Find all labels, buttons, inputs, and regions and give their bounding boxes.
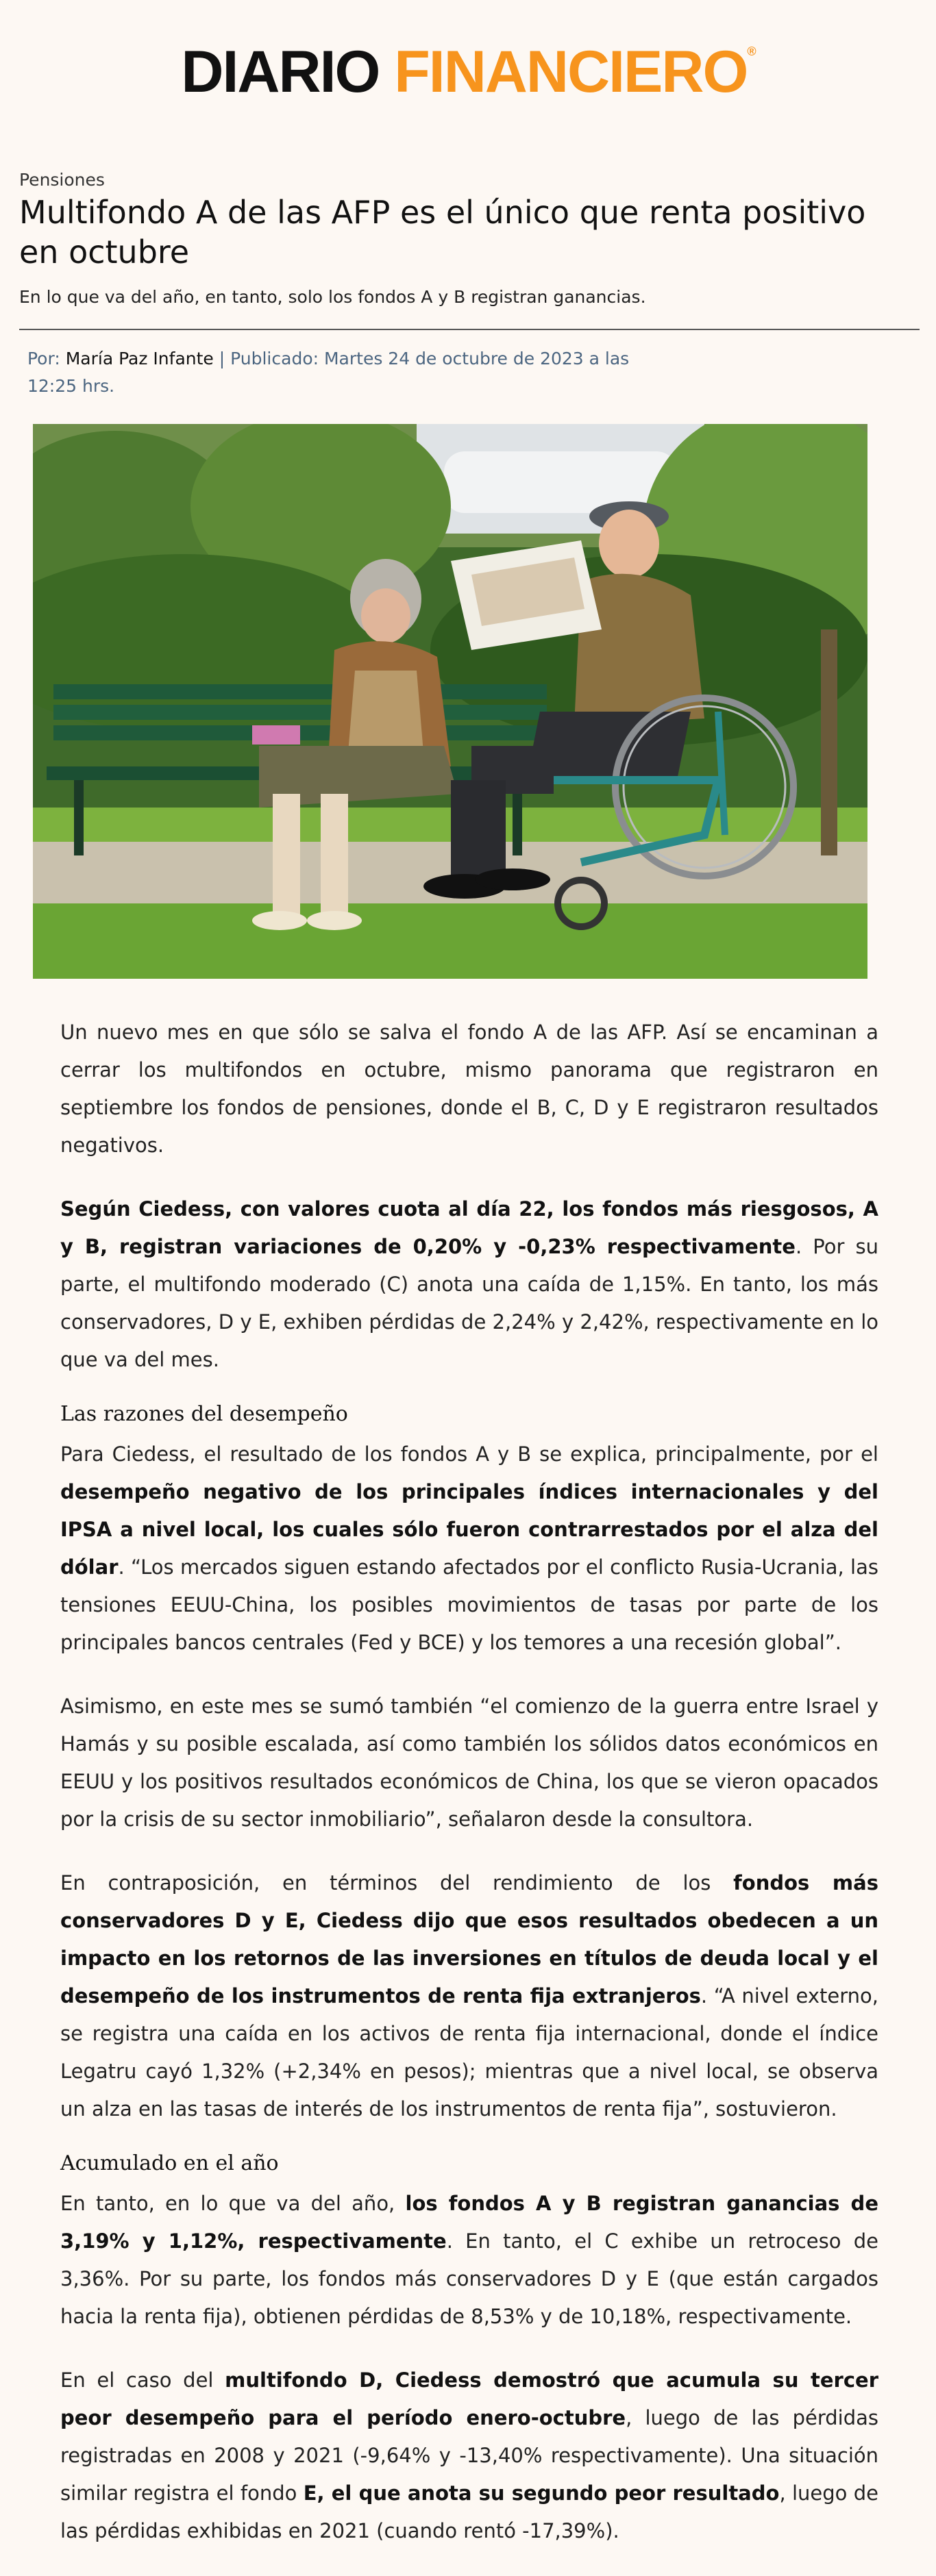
byline [19, 345, 637, 400]
paragraph: Un nuevo mes en que sólo se salva el fondo A de las AFP. Así se encaminan a cerrar los multifondos en octubre, mismo panorama que registraron en septiembre los fondos de pensiones, donde el B, C, D y E registraron resultados negativos. [60, 1021, 878, 1157]
text: . En tanto, el C exhibe un retroceso de 3,36%. Por su parte, los fondos más conservadores D y E (que están cargados hacia la renta fija), obtienen pérdidas de 8,53% y de 10,18%, respectivamente. [60, 2229, 878, 2328]
subheading: Las razones del desempeño [60, 1402, 348, 1426]
paragraph [60, 1190, 878, 1379]
text: Para Ciedess, el resultado de los fondos A y B se explica, principalmente, por el [60, 1442, 878, 1466]
registered-mark: ® [747, 45, 755, 58]
article-body [60, 1014, 878, 2576]
site-logo[interactable] [181, 39, 755, 105]
subheading: Acumulado en el año [60, 2151, 279, 2175]
bold-text: Según Ciedess, con valores cuota al día 22, los fondos más riesgosos, A y B, registran variaciones de 0,20% y -0,23% respectivamente [60, 1197, 878, 1258]
paragraph [60, 1436, 878, 1662]
text: En contraposición, en términos del rendimiento de los [60, 1871, 734, 1895]
logo-word-financiero: FINANCIERO [394, 39, 748, 105]
byline-by-label: Por: [27, 349, 60, 368]
bold-text: los fondos A y B registran ganancias de 3,19% y 1,12%, respectivamente [60, 2192, 878, 2253]
article-header [0, 170, 936, 400]
paragraph [60, 2362, 878, 2550]
bold-text: multifondo D, Ciedess demostró que acumula su tercer peor desempeño para el período enero-octubre [60, 2368, 878, 2429]
byline-separator: | [219, 349, 225, 368]
byline-author[interactable]: María Paz Infante [65, 349, 214, 368]
bold-text: fondos más conservadores D y E, Ciedess dijo que esos resultados obedecen a un impacto en los retornos de las inversiones en títulos de deuda local y el desempeño de los instrumentos de renta fija extranjeros [60, 1871, 878, 2008]
section-label[interactable]: Pensiones [19, 170, 105, 190]
article-photo [33, 424, 867, 979]
text: En el caso del [60, 2368, 225, 2392]
header-divider [19, 329, 920, 330]
logo-word-diario: DIARIO [181, 39, 380, 105]
text: . “A nivel externo, se registra una caída en los activos de renta fija internacional, donde el índice Legatru cayó 1,32% (+2,34% en pesos); mientras que a nivel local, se observa un alza en las tasas de interés de los instrumentos de renta fija”, sostuvieron. [60, 1984, 878, 2121]
paragraph [60, 2185, 878, 2336]
text: . Por su parte, el multifondo moderado (C) anota una caída de 1,15%. En tanto, los más conservadores, D y E, exhiben pérdidas de 2,24% y 2,42%, respectivamente en lo que va del mes. [60, 1235, 879, 1371]
paragraph: Asimismo, en este mes se sumó también “el comienzo de la guerra entre Israel y Hamás y su posible escalada, así como también los sólidos datos económicos en EEUU y los positivos resultados económicos de China, los que se vieron opacados por la crisis de su sector inmobiliario”, señalaron desde la consultora. [60, 1695, 878, 1831]
bold-text: E, el que anota su segundo peor resultado [303, 2481, 780, 2505]
text: , luego de las pérdidas registradas en 2008 y 2021 (-9,64% y -13,40% respectivamente). Una situación similar registra el fondo [60, 2406, 879, 2505]
text: . “Los mercados siguen estando afectados por el conflicto Rusia-Ucrania, las tensiones EEUU-China, los posibles movimientos de tasas por parte de los principales bancos centrales (Fed y BCE) y los temores a una recesión global”. [60, 1555, 878, 1654]
paragraph [60, 1864, 878, 2128]
byline-published: Publicado: Martes 24 de octubre de 2023 a las 12:25 hrs. [27, 349, 630, 396]
text: En tanto, en lo que va del año, [60, 2192, 406, 2215]
text: , luego de las pérdidas exhibidas en 2021 (cuando rentó -17,39%). [60, 2481, 879, 2542]
article-subtitle: En lo que va del año, en tanto, solo los fondos A y B registran ganancias. [19, 287, 646, 307]
bold-text: desempeño negativo de los principales índices internacionales y del IPSA a nivel local, los cuales sólo fueron contrarrestados por el alza del dólar [60, 1480, 878, 1579]
article-title: Multifondo A de las AFP es el único que renta positivo en octubre [19, 194, 866, 271]
site-header [0, 0, 936, 144]
